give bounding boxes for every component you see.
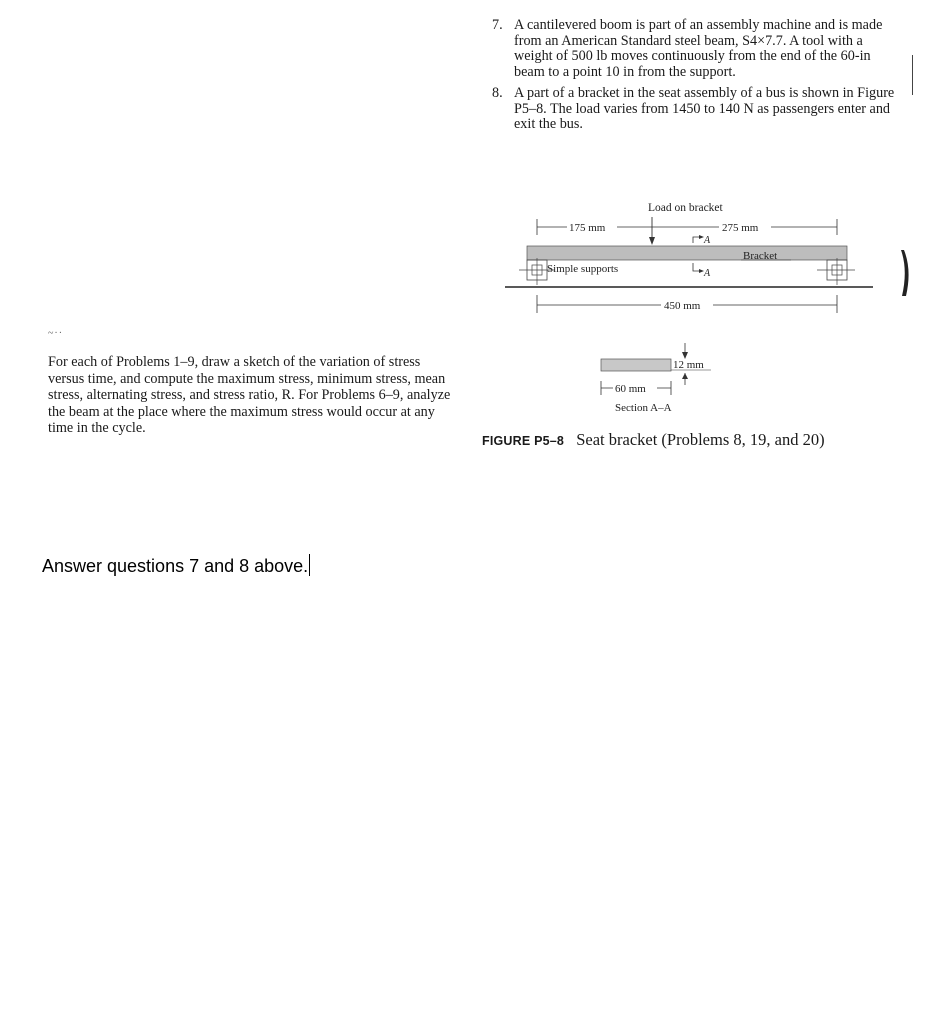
problem-7 [490,18,900,80]
section-mark-top: A [704,235,711,246]
seat-bracket-diagram [505,195,895,445]
problem-number: 7. [492,17,503,33]
supports-label: Simple supports [547,263,619,275]
answer-prompt-field[interactable] [42,554,310,577]
section-mark-bottom: A [704,268,711,279]
problem-instructions: For each of Problems 1–9, draw a sketch of the variation of stress versus time, and compute the maximum stress, minimum stress, mean stress, alternating stress, and stress ratio, R. For Problems 6–9, analyze the beam at the place where the maximum stress would occur at any time in the cycle. [48,354,451,436]
answer-prompt-text: Answer questions 7 and 8 above. [42,556,309,576]
load-label: Load on bracket [648,202,723,214]
figure-caption [482,430,825,450]
section-rectangle [601,359,671,371]
problem-number: 8. [492,85,503,101]
scan-edge-mark [912,55,913,95]
bracket-label: Bracket [743,250,778,262]
figure-p5-8 [505,195,895,445]
scan-edge-curve [898,248,918,298]
dim-12mm: 12 mm [673,359,704,371]
problem-text: A cantilevered boom is part of an assembly machine and is made from an American Standard steel beam, S4×7.7. A tool with a weight of 500 lb moves continuously from the end of the 60-in beam to a point 10 in from the support. [514,17,883,80]
problem-text: A part of a bracket in the seat assembly of a bus is shown in Figure P5–8. The load varies from 1450 to 140 N as passengers enter and exit the bus. [514,85,895,132]
dim-175: 175 mm [569,222,606,234]
dim-60mm: 60 mm [615,383,646,395]
section-title: Section A–A [615,402,672,414]
dim-275: 275 mm [722,222,759,234]
problem-8 [490,86,900,133]
dim-450: 450 mm [664,300,701,312]
text-cursor [309,554,310,576]
figure-caption-text: Seat bracket (Problems 8, 19, and 20) [576,430,825,449]
figure-caption-label: FIGURE P5–8 [482,434,565,448]
problem-list [490,18,900,139]
cropped-heading-mark: ~·· [48,328,64,339]
